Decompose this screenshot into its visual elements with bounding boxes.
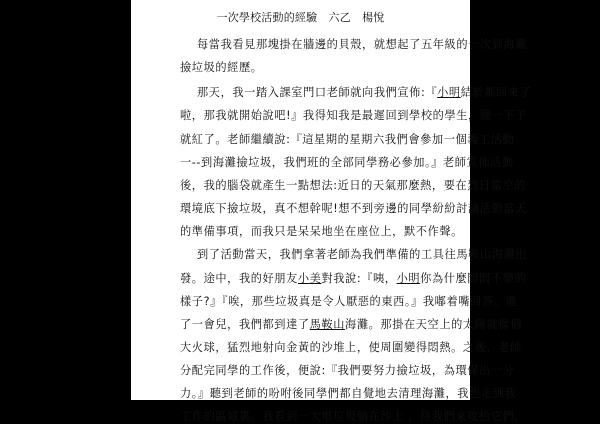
text-segment: 結於都回來了 [460,86,532,99]
essay-line [180,225,463,239]
essay-line [180,295,518,309]
text-segment: 環境底下撿垃圾，真不想幹呢!想不到旁邊的同學紛紛討論活動當天 [180,202,527,215]
proper-noun-underlined: 小美 [297,272,322,285]
essay-line [197,38,528,52]
text-segment: 到了活動當天，我們拿著老師為我們準備的工具往馬鞍山海灘出 [197,248,528,261]
text-segment: 大火球，猛烈地射向金黃的沙堆上，使周圍變得悶熱。之後，老師 [180,341,522,354]
text-segment: 你為什麼悶悶不樂的 [420,272,527,285]
essay-line [197,248,528,262]
text-segment: 對我說:『咦， [321,272,397,285]
essay-line [180,387,517,401]
essay-line [180,61,425,75]
proper-noun-underlined: 小明 [396,272,421,285]
essay-line [180,156,514,170]
essay-line [180,364,515,378]
text-segment: 發。途中，我的好朋友 [180,272,298,285]
text-segment: 的準備事項，而我只是呆呆地坐在座位上，默不作聲。 [180,225,463,238]
text-segment: 樣子?』『唉，那些垃圾真是令人厭惡的東西。』我嘟着嘴回答。過 [180,295,518,308]
document-page [131,0,532,423]
essay-title: 一次學校活動的經驗 六乙 楊悅 [216,11,385,24]
text-segment: 一--到海灘撿垃圾，我們班的全部同學務必參加。』老師宣佈活動 [180,156,514,169]
essay-line [180,272,527,286]
essay-line [180,341,522,355]
essay-line [197,86,532,100]
essay-line [180,179,527,193]
text-segment: 啦，那我就開始說吧!』我得知我是最遲回到學校的學生，臉一下子 [180,109,527,122]
text-segment: 海灘。那掛在天空上的太陽就像個 [345,318,522,331]
text-segment: 那天，我一踏入課室門口老師就向我們宣佈:『 [197,86,438,99]
text-segment: 工作的區域裏。我看到一大堆垃圾躺在沙上 ，待我們來收拾它們， [180,410,526,423]
text-segment: 撿垃圾的經歷。 [180,61,263,74]
text-segment: 力。』聽到老師的吩咐後同學們都自覺地去清理海灘，我也走到我 [180,387,517,400]
text-segment: 每當我看見那塊掛在牆邊的貝殼，就想起了五年級的一次到海灘 [197,38,528,51]
essay-line [180,133,515,147]
essay-line [180,410,526,424]
text-segment: 就紅了。老師繼續說:『這星期的星期六我們會參加一個義工活動 [180,133,515,146]
proper-noun-underlined: 馬鞍山 [309,318,346,331]
essay-line [180,318,522,332]
essay-line [180,202,527,216]
text-segment: 後，我的腦袋就產生一點想法:近日的天氣那麼熱，要在烈日當空的 [180,179,527,192]
text-segment: 了一會兒，我們都到達了 [180,318,310,331]
text-segment: 分配完同學的工作後，便說:『我們要努力撿垃圾，為環保出一分 [180,364,515,377]
essay-line [180,109,527,123]
proper-noun-underlined: 小明 [437,86,461,99]
